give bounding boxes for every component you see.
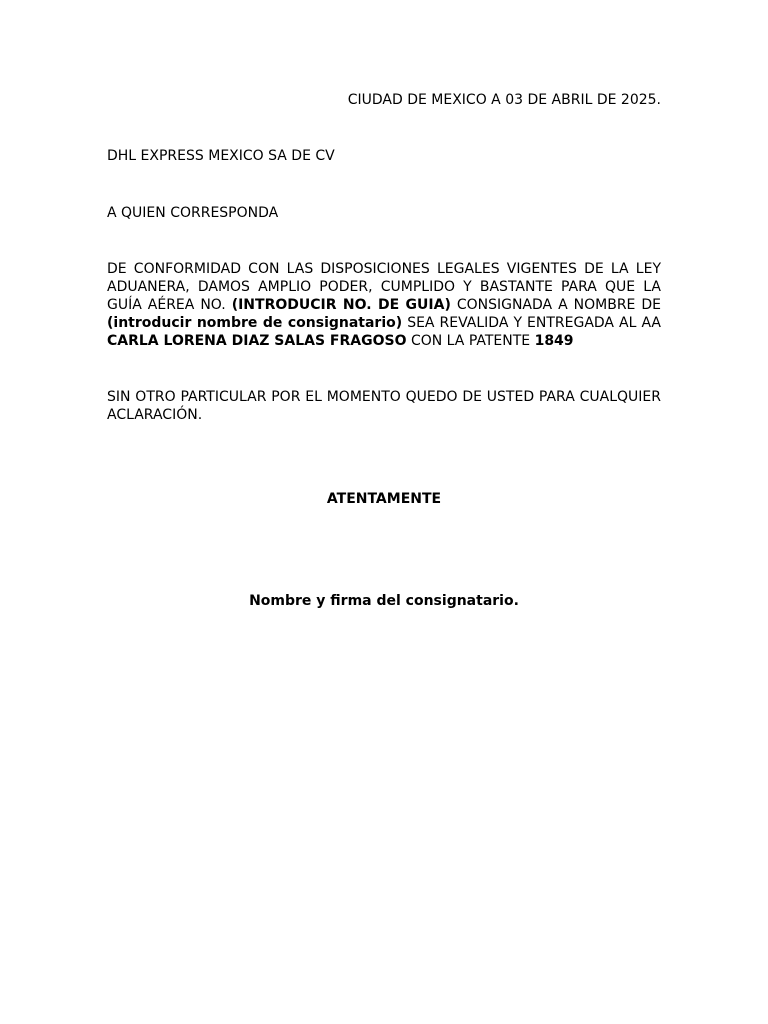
body-paragraph <box>107 260 661 350</box>
consignee-placeholder: (introducir nombre de consignatario) <box>107 315 403 331</box>
patent-number: 1849 <box>534 333 574 349</box>
signature-label: Nombre y firma del consignatario. <box>249 593 519 609</box>
agent-name: CARLA LORENA DIAZ SALAS FRAGOSO <box>107 333 407 349</box>
body-text-part3: SEA REVALIDA Y ENTREGADA AL AA <box>402 315 661 331</box>
closing-paragraph: SIN OTRO PARTICULAR POR EL MOMENTO QUEDO DE USTED PARA CUALQUIER ACLARACIÓN. <box>107 389 661 423</box>
guia-placeholder: (INTRODUCIR NO. DE GUIA) <box>231 297 451 313</box>
body-text-part1: DE CONFORMIDAD CON LAS DISPOSICIONES LEGALES VIGENTES DE LA LEY ADUANERA, DAMOS AMPLIO PODER, CUMPLIDO Y BASTANTE PARA QUE LA GUÍA AÉREA NO. <box>107 261 661 313</box>
salutation: A QUIEN CORRESPONDA <box>107 205 279 221</box>
body-text-part4: CON LA PATENTE <box>406 333 535 349</box>
body-text-part2: CONSIGNADA A NOMBRE DE <box>450 297 662 313</box>
addressee: DHL EXPRESS MEXICO SA DE CV <box>107 148 335 164</box>
sign-off: ATENTAMENTE <box>326 491 442 507</box>
date-line: CIUDAD DE MEXICO A 03 DE ABRIL DE 2025. <box>347 92 661 108</box>
